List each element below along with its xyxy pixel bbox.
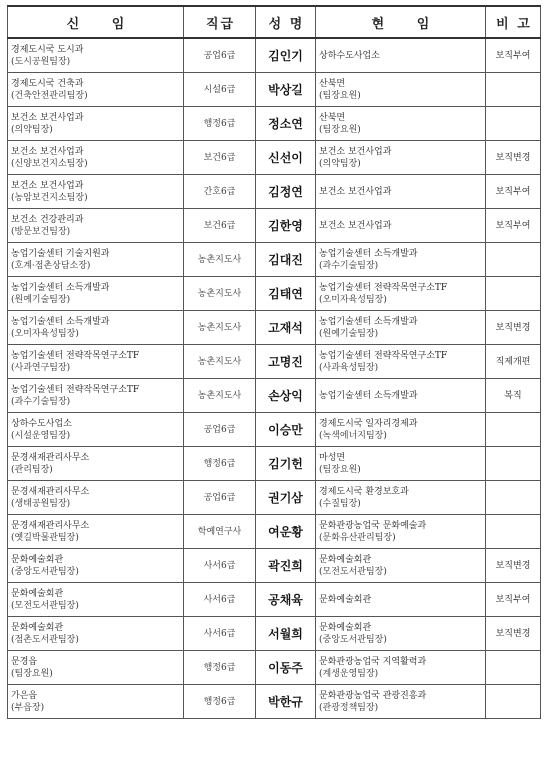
new-post-cell [8, 311, 184, 345]
name-cell: 이동주 [256, 651, 316, 685]
table-row [8, 277, 541, 311]
new-post-cell [8, 481, 184, 515]
new-post-role: (모전도서관팀장) [11, 600, 79, 611]
current-post-role: (과수기술팀장) [319, 260, 379, 271]
name-cell: 정소연 [256, 107, 316, 141]
current-post-cell [316, 209, 486, 243]
current-post-dept: 농업기술센터 소득개발과 [319, 390, 418, 401]
name-cell: 이승만 [256, 413, 316, 447]
current-post-cell [316, 38, 486, 73]
current-post-dept: 농업기술센터 소득개발과 [319, 316, 418, 327]
new-post-dept: 농업기술센터 소득개발과 [11, 282, 110, 293]
table-row [8, 141, 541, 175]
remarks-cell: 보직부여 [486, 209, 541, 243]
new-post-cell [8, 175, 184, 209]
table-row [8, 651, 541, 685]
name-cell: 김기헌 [256, 447, 316, 481]
current-post-dept: 문화관광농업국 지역활력과 [319, 656, 427, 667]
new-post-role: (도시공원팀장) [11, 56, 71, 67]
current-post-dept: 경제도시국 일자리경제과 [319, 418, 418, 429]
new-post-role: (시설운영팀장) [11, 430, 71, 441]
remarks-cell [486, 413, 541, 447]
new-post-dept: 농업기술센터 전략작목연구소TF [11, 384, 140, 395]
new-post-role: (과수기술팀장) [11, 396, 71, 407]
new-post-dept: 농업기술센터 기술지원과 [11, 248, 110, 259]
table-header-row [8, 6, 541, 38]
new-post-role: (호계·점촌상담소장) [11, 260, 91, 271]
new-post-dept: 문화예술회관 [11, 622, 64, 633]
name-cell: 신선이 [256, 141, 316, 175]
new-post-role: (생태공원팀장) [11, 498, 71, 509]
current-post-cell [316, 277, 486, 311]
current-post-role: (계생운영팀장) [319, 668, 379, 679]
new-post-role: (오미자육성팀장) [11, 328, 79, 339]
grade-cell: 농촌지도사 [184, 345, 256, 379]
new-post-cell [8, 617, 184, 651]
current-post-dept: 농업기술센터 전략작목연구소TF [319, 350, 448, 361]
table-row [8, 311, 541, 345]
current-post-dept: 문화예술회관 [319, 554, 372, 565]
current-post-dept: 보건소 보건사업과 [319, 146, 392, 157]
table-row [8, 515, 541, 549]
current-post-dept: 문화관광농업국 관광진흥과 [319, 690, 427, 701]
name-cell: 공채육 [256, 583, 316, 617]
current-post-dept: 보건소 보건사업과 [319, 186, 392, 197]
new-post-cell [8, 583, 184, 617]
current-post-cell [316, 175, 486, 209]
new-post-role: (점촌도서관팀장) [11, 634, 79, 645]
grade-cell: 농촌지도사 [184, 277, 256, 311]
new-post-cell [8, 277, 184, 311]
remarks-cell: 직제개편 [486, 345, 541, 379]
current-post-role: (의약팀장) [319, 158, 361, 169]
grade-cell: 공업6급 [184, 38, 256, 73]
current-post-role: (문화유산관리팀장) [319, 532, 396, 543]
grade-cell: 공업6급 [184, 413, 256, 447]
new-post-role: (옛길박물관팀장) [11, 532, 79, 543]
remarks-cell: 보직변경 [486, 311, 541, 345]
grade-cell: 보건6급 [184, 209, 256, 243]
new-post-role: (사과연구팀장) [11, 362, 71, 373]
current-post-cell [316, 345, 486, 379]
table-row [8, 209, 541, 243]
current-post-dept: 농업기술센터 전략작목연구소TF [319, 282, 448, 293]
current-post-dept: 문화예술회관 [319, 594, 372, 605]
current-post-dept: 문화예술회관 [319, 622, 372, 633]
new-post-role: (관리팀장) [11, 464, 53, 475]
table-row [8, 583, 541, 617]
new-post-dept: 보건소 건강관리과 [11, 214, 84, 225]
current-post-role: (오미자육성팀장) [319, 294, 387, 305]
current-post-cell [316, 379, 486, 413]
new-post-cell [8, 209, 184, 243]
grade-cell: 시설6급 [184, 73, 256, 107]
current-post-cell [316, 651, 486, 685]
current-post-role: (팀장요원) [319, 124, 361, 135]
name-cell: 박한규 [256, 685, 316, 719]
grade-cell: 간호6급 [184, 175, 256, 209]
remarks-cell: 보직부여 [486, 175, 541, 209]
current-post-dept: 보건소 보건사업과 [319, 220, 392, 231]
remarks-cell [486, 651, 541, 685]
current-post-cell [316, 515, 486, 549]
new-post-role: (부읍장) [11, 702, 45, 713]
header-name: 성 명 [256, 6, 316, 38]
new-post-dept: 가은읍 [11, 690, 38, 701]
new-post-cell [8, 38, 184, 73]
table-body [8, 38, 541, 719]
remarks-cell [486, 73, 541, 107]
table-row [8, 379, 541, 413]
remarks-cell [486, 243, 541, 277]
grade-cell: 사서6급 [184, 583, 256, 617]
new-post-dept: 문경새재관리사무소 [11, 486, 90, 497]
new-post-role: (의약팀장) [11, 124, 53, 135]
table-row [8, 549, 541, 583]
grade-cell: 농촌지도사 [184, 311, 256, 345]
table-row [8, 38, 541, 73]
new-post-dept: 보건소 보건사업과 [11, 180, 84, 191]
remarks-cell: 보직변경 [486, 549, 541, 583]
table-row [8, 345, 541, 379]
personnel-table [7, 5, 541, 719]
grade-cell: 학예연구사 [184, 515, 256, 549]
new-post-cell [8, 73, 184, 107]
current-post-role: (원예기술팀장) [319, 328, 379, 339]
new-post-cell [8, 651, 184, 685]
current-post-role: (녹색에너지팀장) [319, 430, 387, 441]
new-post-cell [8, 413, 184, 447]
grade-cell: 행정6급 [184, 447, 256, 481]
current-post-cell [316, 413, 486, 447]
header-new-post: 신 임 [8, 6, 184, 38]
current-post-cell [316, 583, 486, 617]
current-post-role: (중앙도서관팀장) [319, 634, 387, 645]
new-post-cell [8, 243, 184, 277]
remarks-cell [486, 277, 541, 311]
remarks-cell [486, 481, 541, 515]
table-row [8, 413, 541, 447]
table-row [8, 481, 541, 515]
new-post-cell [8, 141, 184, 175]
name-cell: 권기삼 [256, 481, 316, 515]
current-post-dept: 문화관광농업국 문화예술과 [319, 520, 427, 531]
remarks-cell: 보직변경 [486, 617, 541, 651]
grade-cell: 보건6급 [184, 141, 256, 175]
current-post-dept: 산북면 [319, 78, 346, 89]
current-post-dept: 마성면 [319, 452, 346, 463]
new-post-dept: 문경읍 [11, 656, 38, 667]
new-post-dept: 보건소 보건사업과 [11, 146, 84, 157]
new-post-cell [8, 685, 184, 719]
grade-cell: 사서6급 [184, 617, 256, 651]
current-post-cell [316, 481, 486, 515]
table-row [8, 685, 541, 719]
new-post-dept: 경제도시국 건축과 [11, 78, 84, 89]
table-row [8, 617, 541, 651]
remarks-cell: 보직변경 [486, 141, 541, 175]
new-post-role: (방문보건팀장) [11, 226, 71, 237]
remarks-cell [486, 107, 541, 141]
new-post-role: (원예기술팀장) [11, 294, 71, 305]
remarks-cell: 보직부여 [486, 583, 541, 617]
remarks-cell: 복직 [486, 379, 541, 413]
table-row [8, 243, 541, 277]
name-cell: 고재석 [256, 311, 316, 345]
current-post-cell [316, 549, 486, 583]
current-post-role: (팀장요원) [319, 90, 361, 101]
current-post-dept: 산북면 [319, 112, 346, 123]
current-post-dept: 경제도시국 환경보호과 [319, 486, 409, 497]
grade-cell: 농촌지도사 [184, 379, 256, 413]
name-cell: 고명진 [256, 345, 316, 379]
name-cell: 곽진희 [256, 549, 316, 583]
name-cell: 서월희 [256, 617, 316, 651]
table-row [8, 447, 541, 481]
new-post-cell [8, 379, 184, 413]
current-post-role: (수질팀장) [319, 498, 361, 509]
current-post-cell [316, 141, 486, 175]
new-post-role: (팀장요원) [11, 668, 53, 679]
current-post-cell [316, 107, 486, 141]
name-cell: 김대진 [256, 243, 316, 277]
name-cell: 김태연 [256, 277, 316, 311]
name-cell: 박상길 [256, 73, 316, 107]
new-post-cell [8, 447, 184, 481]
current-post-dept: 농업기술센터 소득개발과 [319, 248, 418, 259]
name-cell: 김정연 [256, 175, 316, 209]
name-cell: 여운황 [256, 515, 316, 549]
table-row [8, 73, 541, 107]
current-post-cell [316, 447, 486, 481]
grade-cell: 행정6급 [184, 107, 256, 141]
current-post-cell [316, 617, 486, 651]
header-grade: 직급 [184, 6, 256, 38]
new-post-dept: 문경새재관리사무소 [11, 452, 90, 463]
new-post-role: (건축안전관리팀장) [11, 90, 88, 101]
name-cell: 김한영 [256, 209, 316, 243]
new-post-dept: 농업기술센터 소득개발과 [11, 316, 110, 327]
current-post-cell [316, 311, 486, 345]
new-post-dept: 경제도시국 도시과 [11, 44, 84, 55]
table-row [8, 107, 541, 141]
grade-cell: 농촌지도사 [184, 243, 256, 277]
grade-cell: 사서6급 [184, 549, 256, 583]
grade-cell: 행정6급 [184, 685, 256, 719]
new-post-dept: 문화예술회관 [11, 554, 64, 565]
current-post-role: (모전도서관팀장) [319, 566, 387, 577]
remarks-cell [486, 447, 541, 481]
new-post-cell [8, 107, 184, 141]
new-post-cell [8, 515, 184, 549]
current-post-cell [316, 73, 486, 107]
name-cell: 손상익 [256, 379, 316, 413]
new-post-dept: 상하수도사업소 [11, 418, 72, 429]
current-post-role: (관광정책팀장) [319, 702, 379, 713]
current-post-role: (팀장요원) [319, 464, 361, 475]
new-post-role: (중앙도서관팀장) [11, 566, 79, 577]
new-post-role: (신양보건지소팀장) [11, 158, 88, 169]
name-cell: 김인기 [256, 38, 316, 73]
new-post-dept: 보건소 보건사업과 [11, 112, 84, 123]
remarks-cell [486, 685, 541, 719]
current-post-cell [316, 685, 486, 719]
new-post-cell [8, 549, 184, 583]
header-remarks: 비 고 [486, 6, 541, 38]
new-post-dept: 문화예술회관 [11, 588, 64, 599]
new-post-cell [8, 345, 184, 379]
header-current-post: 현 임 [316, 6, 486, 38]
remarks-cell [486, 515, 541, 549]
table-row [8, 175, 541, 209]
remarks-cell: 보직부여 [486, 38, 541, 73]
new-post-dept: 문경새재관리사무소 [11, 520, 90, 531]
current-post-role: (사과육성팀장) [319, 362, 379, 373]
new-post-role: (농암보건지소팀장) [11, 192, 88, 203]
grade-cell: 행정6급 [184, 651, 256, 685]
new-post-dept: 농업기술센터 전략작목연구소TF [11, 350, 140, 361]
current-post-dept: 상하수도사업소 [319, 50, 380, 61]
grade-cell: 공업6급 [184, 481, 256, 515]
current-post-cell [316, 243, 486, 277]
